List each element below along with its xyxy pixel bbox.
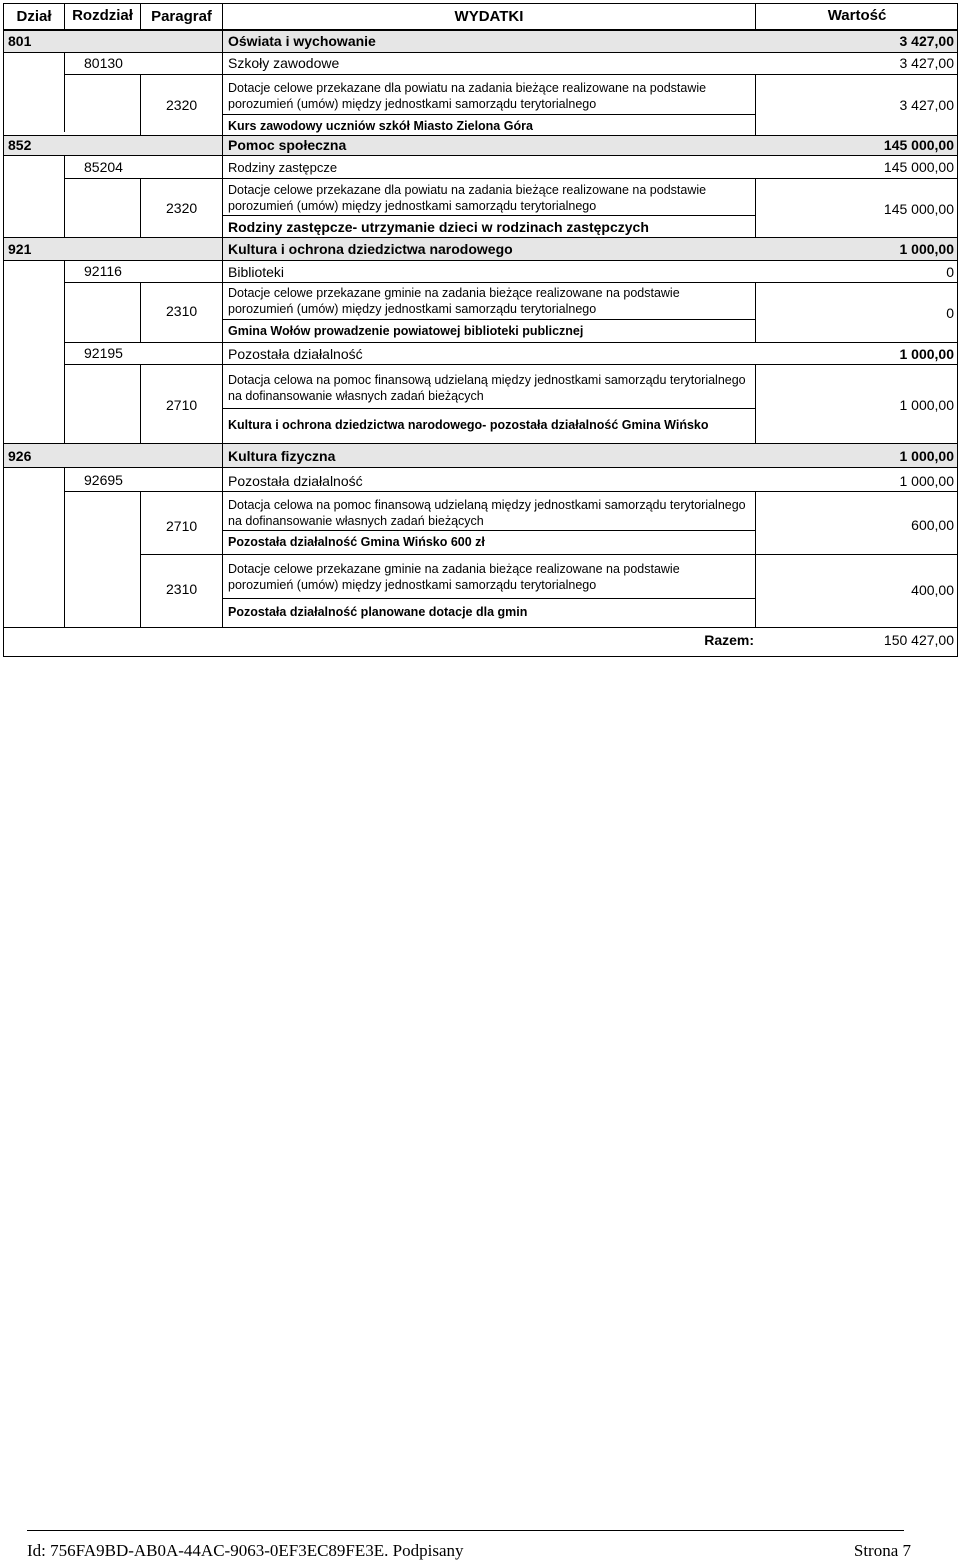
paragraf-description: Dotacja celowa na pomoc finansową udzielaną między jednostkami samorządu terytorialnego na dofinansowanie własnych zadań bieżących	[228, 498, 746, 528]
paragraf-value: 3 427,00	[899, 97, 954, 113]
rozdzial-code: 92695	[84, 472, 123, 488]
paragraf-note: Pozostała działalność Gmina Wińsko 600 zł	[228, 535, 485, 549]
paragraf-description: Dotacje celowe przekazane dla powiatu na zadania bieżące realizowane na podstawie porozumień (umów) między jednostkami samorządu terytorialnego	[228, 81, 707, 111]
dzial-value: 3 427,00	[899, 33, 954, 49]
paragraf-value: 600,00	[911, 517, 954, 533]
paragraf-value: 400,00	[911, 582, 954, 598]
paragraf-code: 2310	[166, 303, 198, 319]
dzial-value: 1 000,00	[899, 241, 954, 257]
paragraf-note: Pozostała działalność planowane dotacje dla gmin	[228, 605, 528, 619]
header-wydatki: WYDATKI	[454, 8, 524, 25]
total-label: Razem:	[704, 632, 754, 648]
total-value: 150 427,00	[883, 632, 954, 648]
paragraf-code: 2320	[166, 97, 198, 113]
paragraf-note: Kurs zawodowy uczniów szkół Miasto Zielona Góra	[228, 119, 533, 133]
rozdzial-code: 80130	[84, 55, 123, 71]
paragraf-value: 145 000,00	[883, 201, 954, 217]
paragraf-description: Dotacje celowe przekazane dla powiatu na zadania bieżące realizowane na podstawie porozumień (umów) między jednostkami samorządu terytorialnego	[228, 183, 707, 213]
paragraf-description: Dotacje celowe przekazane gminie na zadania bieżące realizowane na podstawie porozumień (umów) między jednostkami samorządu terytorialnego	[228, 286, 680, 316]
rozdzial-name: Biblioteki	[228, 264, 285, 280]
dzial-value: 1 000,00	[899, 448, 954, 464]
rozdzial-name: Rodziny zastępcze	[228, 160, 338, 175]
rozdzial-value: 3 427,00	[899, 55, 954, 71]
rozdzial-name: Pozostała działalność	[228, 346, 363, 362]
paragraf-code: 2710	[166, 518, 198, 534]
rozdzial-name: Szkoły zawodowe	[228, 55, 340, 71]
dzial-name: Pomoc społeczna	[228, 137, 347, 153]
paragraf-value: 1 000,00	[899, 397, 954, 413]
dzial-row-801	[4, 30, 957, 52]
dzial-name: Kultura i ochrona dziedzictwa narodowego	[228, 241, 513, 257]
page-number: Strona 7	[853, 1541, 911, 1560]
dzial-name: Kultura fizyczna	[228, 448, 336, 464]
paragraf-note: Kultura i ochrona dziedzictwa narodowego- pozostała działalność Gmina Wińsko	[228, 418, 709, 432]
rozdzial-code: 92195	[84, 345, 123, 361]
document-id: Id: 756FA9BD-AB0A-44AC-9063-0EF3EC89FE3E. Podpisany	[27, 1541, 464, 1560]
dzial-value: 145 000,00	[883, 137, 954, 153]
dzial-code: 852	[8, 137, 32, 153]
paragraf-code: 2320	[166, 200, 198, 216]
header-dzial: Dział	[16, 8, 52, 25]
paragraf-description: Dotacje celowe przekazane gminie na zadania bieżące realizowane na podstawie porozumień (umów) między jednostkami samorządu terytorialnego	[228, 562, 680, 592]
rozdzial-code: 85204	[84, 159, 123, 175]
paragraf-note: Rodziny zastępcze- utrzymanie dzieci w rodzinach zastępczych	[228, 219, 649, 235]
rozdzial-code: 92116	[84, 263, 122, 279]
header-wartosc: Wartość	[827, 7, 887, 24]
dzial-code: 801	[8, 33, 32, 49]
rozdzial-value: 145 000,00	[883, 159, 954, 175]
footer-rule	[27, 1530, 904, 1531]
dzial-code: 921	[8, 241, 32, 257]
dzial-name: Oświata i wychowanie	[228, 33, 376, 49]
dzial-row-926	[4, 444, 957, 467]
rozdzial-value: 1 000,00	[899, 346, 954, 362]
paragraf-value: 0	[946, 305, 954, 321]
dzial-row-852	[4, 136, 957, 156]
paragraf-note: Gmina Wołów prowadzenie powiatowej biblioteki publicznej	[228, 324, 584, 338]
rozdzial-name: Pozostała działalność	[228, 473, 363, 489]
paragraf-description: Dotacja celowa na pomoc finansową udzielaną między jednostkami samorządu terytorialnego na dofinansowanie własnych zadań bieżących	[228, 373, 746, 403]
paragraf-code: 2310	[166, 581, 198, 597]
rozdzial-value: 1 000,00	[899, 473, 954, 489]
paragraf-code: 2710	[166, 397, 198, 413]
rozdzial-value: 0	[946, 264, 954, 280]
dzial-code: 926	[8, 448, 32, 464]
header-rozdzial: Rozdział	[72, 7, 133, 24]
header-paragraf: Paragraf	[151, 8, 212, 25]
